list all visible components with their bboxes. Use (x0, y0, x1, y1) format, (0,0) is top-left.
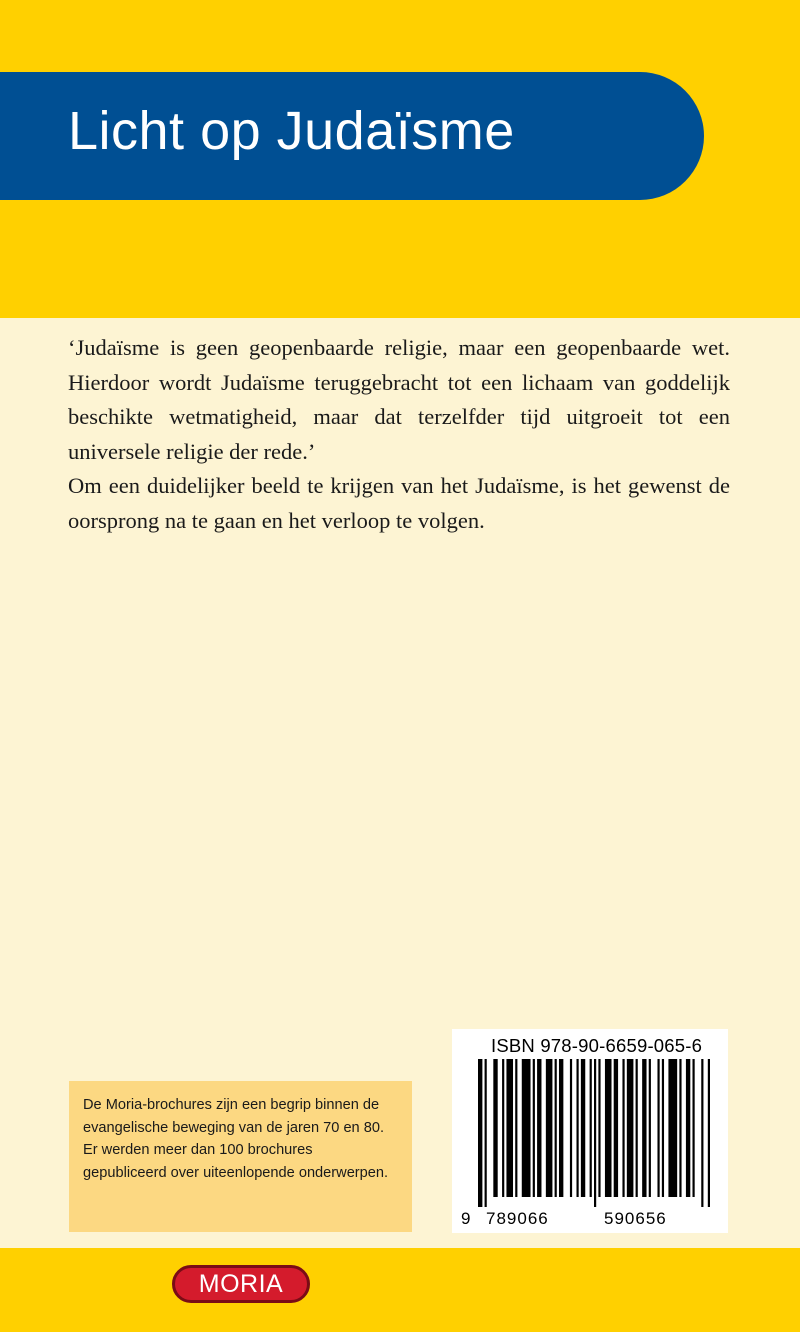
series-info-text: De Moria-brochures zijn een begrip binnen de evangelische beweging van de jaren 70 en 80. Er werden meer dan 100 brochures gepubliceerd over uiteenlopende onderwerpen. (83, 1097, 389, 1181)
series-info-box (69, 1081, 412, 1232)
blurb-paragraph: Om een duidelijker beeld te krijgen van het Judaïsme, is het gewenst de oorsprong na te gaan en het verloop te volgen. (68, 473, 730, 533)
blurb-quote: ‘Judaïsme is geen geopenbaarde religie, maar een geopenbaarde wet. Hierdoor wordt Judaïsme teruggebracht tot een lichaam van goddelijk beschikte wetmatigheid, maar dat terzelfder tijd uitgroeit tot een universele religie der rede.’ (68, 335, 730, 464)
barcode-digits-right: 590656 (604, 1209, 667, 1228)
book-title: Licht op Judaïsme (68, 101, 515, 161)
barcode-digit-lead: 9 (461, 1209, 472, 1228)
barcode-digits-left: 789066 (486, 1209, 549, 1228)
bottom-yellow-band (0, 1248, 800, 1332)
barcode-icon (478, 1059, 710, 1207)
isbn-label: ISBN 978-90-6659-065-6 (491, 1035, 703, 1056)
moria-logo: MORIA (172, 1265, 310, 1303)
back-cover-blurb (68, 331, 730, 538)
